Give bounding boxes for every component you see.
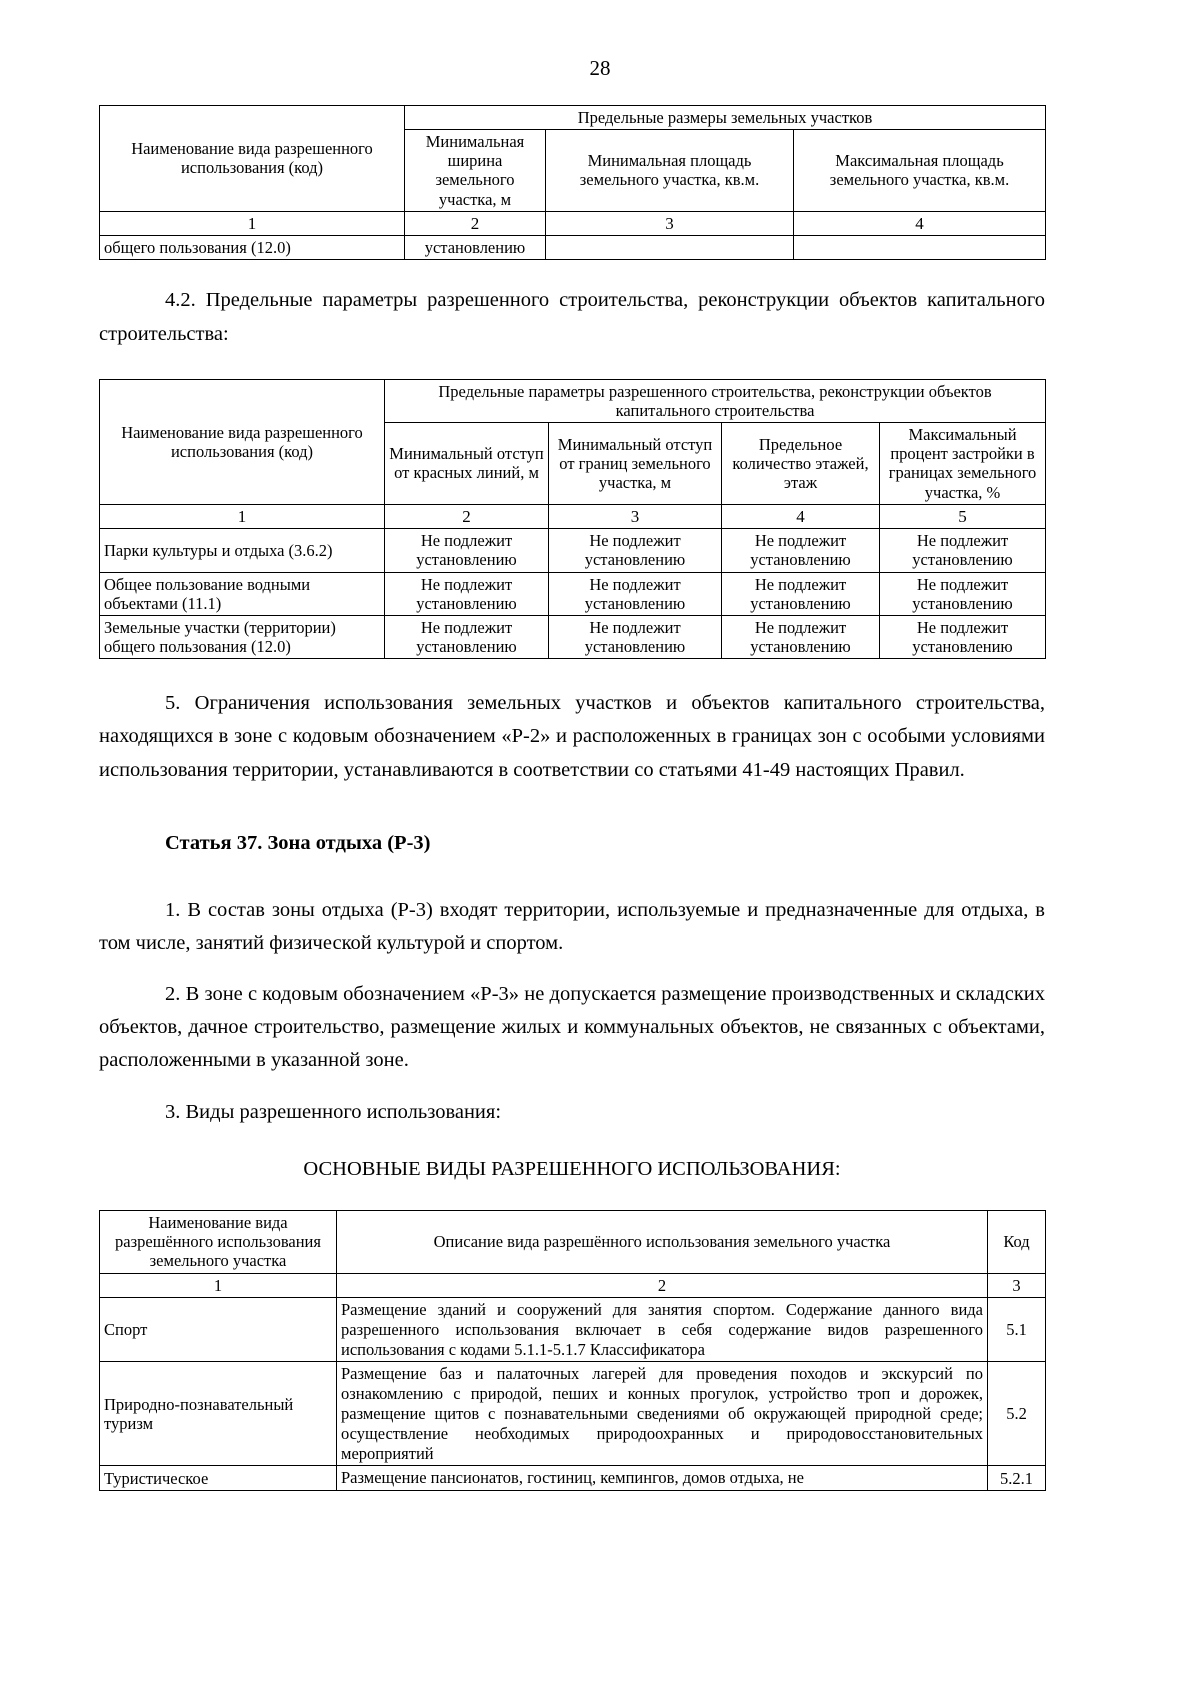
t2-row0-c4: Не подлежит установлению [722,529,880,572]
t1-header-col2: Минимальная ширина земельного участка, м [405,130,546,212]
t2-row0-c5: Не подлежит установлению [880,529,1046,572]
table-permitted-use-types [99,1210,1046,1492]
table-row [100,379,1046,422]
spacer [99,860,1045,894]
page-content [99,105,1045,1491]
t3-row0-name: Спорт [100,1298,337,1362]
t2-row1-c2: Не подлежит установлению [385,572,549,615]
paragraph-5: 5. Ограничения использования земельных участков и объектов капитального строительства, находящихся в зоне с кодовым обозначением «Р-2» и расположенных в границах зон с особыми условиями использования территории, устанавливаются в соответствии со статьями 41-49 настоящих Правил. [99,692,1045,781]
t2-row2-c4: Не подлежит установлению [722,615,880,658]
t3-row0-description: Размещение зданий и сооружений для занятия спортом. Содержание данного вида разрешенного использования включает в себя содержание видов разрешенного использования с кодами 5.1.1-5.1.7 Классификатора [337,1298,988,1362]
t2-header-col2: Минимальный отступ от красных линий, м [385,423,549,505]
spacer [99,1078,1045,1096]
spacer [99,787,1045,827]
article-heading-37: Статья 37. Зона отдыха (Р-3) [165,831,431,854]
spacer [99,1129,1045,1153]
table-row [100,1298,1046,1362]
t1-row0-c3 [546,236,794,260]
t3-row1-name: Природно-познавательный туризм [100,1362,337,1466]
t1-row0-c2: установлению [405,236,546,260]
table-row [100,1210,1046,1273]
t1-row0-c4 [794,236,1046,260]
t2-num-2: 2 [385,504,549,529]
t1-num-3: 3 [546,211,794,236]
t1-num-2: 2 [405,211,546,236]
t2-row2-c3: Не подлежит установлению [549,615,722,658]
t2-row2-c2: Не подлежит установлению [385,615,549,658]
t3-header-col1: Наименование вида разрешённого использования земельного участка [100,1210,337,1273]
t2-row0-c3: Не подлежит установлению [549,529,722,572]
table-row [100,529,1046,572]
t3-row2-code: 5.2.1 [988,1466,1046,1491]
t2-num-4: 4 [722,504,880,529]
t2-row2-c5: Не подлежит установлению [880,615,1046,658]
t3-header-col2: Описание вида разрешённого использования земельного участка [337,1210,988,1273]
spacer [99,260,1045,284]
table-construction-params [99,379,1046,659]
table-row [100,572,1046,615]
t2-header-col5: Максимальный процент застройки в границах земельного участка, % [880,423,1046,505]
t3-row1-description: Размещение баз и палаточных лагерей для проведения походов и экскурсий по ознакомлению с природой, пеших и конных прогулок, устройство троп и дорожек, размещение щитов с познавательными сведениями об окружающей природной среде; осуществление необходимых природоохранных и природовосстановительных мероприятий [337,1362,988,1466]
t1-num-4: 4 [794,211,1046,236]
table-row [100,1466,1046,1491]
t1-num-1: 1 [100,211,405,236]
table-row [100,1362,1046,1466]
t2-row1-name: Общее пользование водными объектами (11.1) [100,572,385,615]
t2-row1-c4: Не подлежит установлению [722,572,880,615]
t2-row0-name: Парки культуры и отдыха (3.6.2) [100,529,385,572]
t3-row0-code: 5.1 [988,1298,1046,1362]
t2-header-col1: Наименование вида разрешенного использования (код) [100,379,385,504]
t1-header-col3: Минимальная площадь земельного участка, кв.м. [546,130,794,212]
paragraph-1: 1. В состав зоны отдыха (Р-3) входят территории, используемые и предназначенные для отдыха, в том числе, занятий физической культурой и спортом. [99,898,1045,954]
t1-header-group: Предельные размеры земельных участков [405,106,1046,130]
t3-header-col3: Код [988,1210,1046,1273]
paragraph-3: 3. Виды разрешенного использования: [165,1100,502,1123]
t1-header-col4: Максимальная площадь земельного участка, кв.м. [794,130,1046,212]
t2-row1-c5: Не подлежит установлению [880,572,1046,615]
t3-num-3: 3 [988,1273,1046,1297]
page-number: 28 [589,56,611,80]
t2-header-col4: Предельное количество этажей, этаж [722,423,880,505]
spacer [99,351,1045,379]
t3-row2-name: Туристическое [100,1466,337,1491]
t2-header-group: Предельные параметры разрешенного строительства, реконструкции объектов капитального строительства [385,379,1046,422]
t2-num-1: 1 [100,504,385,529]
t3-row2-description: Размещение пансионатов, гостиниц, кемпингов, домов отдыха, не [337,1466,988,1491]
t3-row1-code: 5.2 [988,1362,1046,1466]
spacer [99,1186,1045,1210]
t2-row1-c3: Не подлежит установлению [549,572,722,615]
spacer [99,960,1045,978]
table-row-numbering [100,1273,1046,1297]
main-types-heading: ОСНОВНЫЕ ВИДЫ РАЗРЕШЕННОГО ИСПОЛЬЗОВАНИЯ: [303,1157,841,1180]
t3-num-2: 2 [337,1273,988,1297]
table-row [100,236,1046,260]
t1-header-col1: Наименование вида разрешенного использования (код) [100,106,405,212]
t3-num-1: 1 [100,1273,337,1297]
t1-row0-name: общего пользования (12.0) [100,236,405,260]
table-land-plot-sizes [99,105,1046,260]
table-row [100,615,1046,658]
table-row [100,106,1046,130]
t2-header-col3: Минимальный отступ от границ земельного участка, м [549,423,722,505]
spacer [99,659,1045,687]
t2-row0-c2: Не подлежит установлению [385,529,549,572]
table-row-numbering [100,504,1046,529]
t2-num-3: 3 [549,504,722,529]
t2-num-5: 5 [880,504,1046,529]
table-row-numbering [100,211,1046,236]
t2-row2-name: Земельные участки (территории) общего пользования (12.0) [100,615,385,658]
paragraph-2: 2. В зоне с кодовым обозначением «Р-3» не допускается размещение производственных и складских объектов, дачное строительство, размещение жилых и коммунальных объектов, не связанных с объектами, расположенными в указанной зоне. [99,982,1045,1072]
paragraph-4-2: 4.2. Предельные параметры разрешенного строительства, реконструкции объектов капитального строительства: [99,289,1045,345]
